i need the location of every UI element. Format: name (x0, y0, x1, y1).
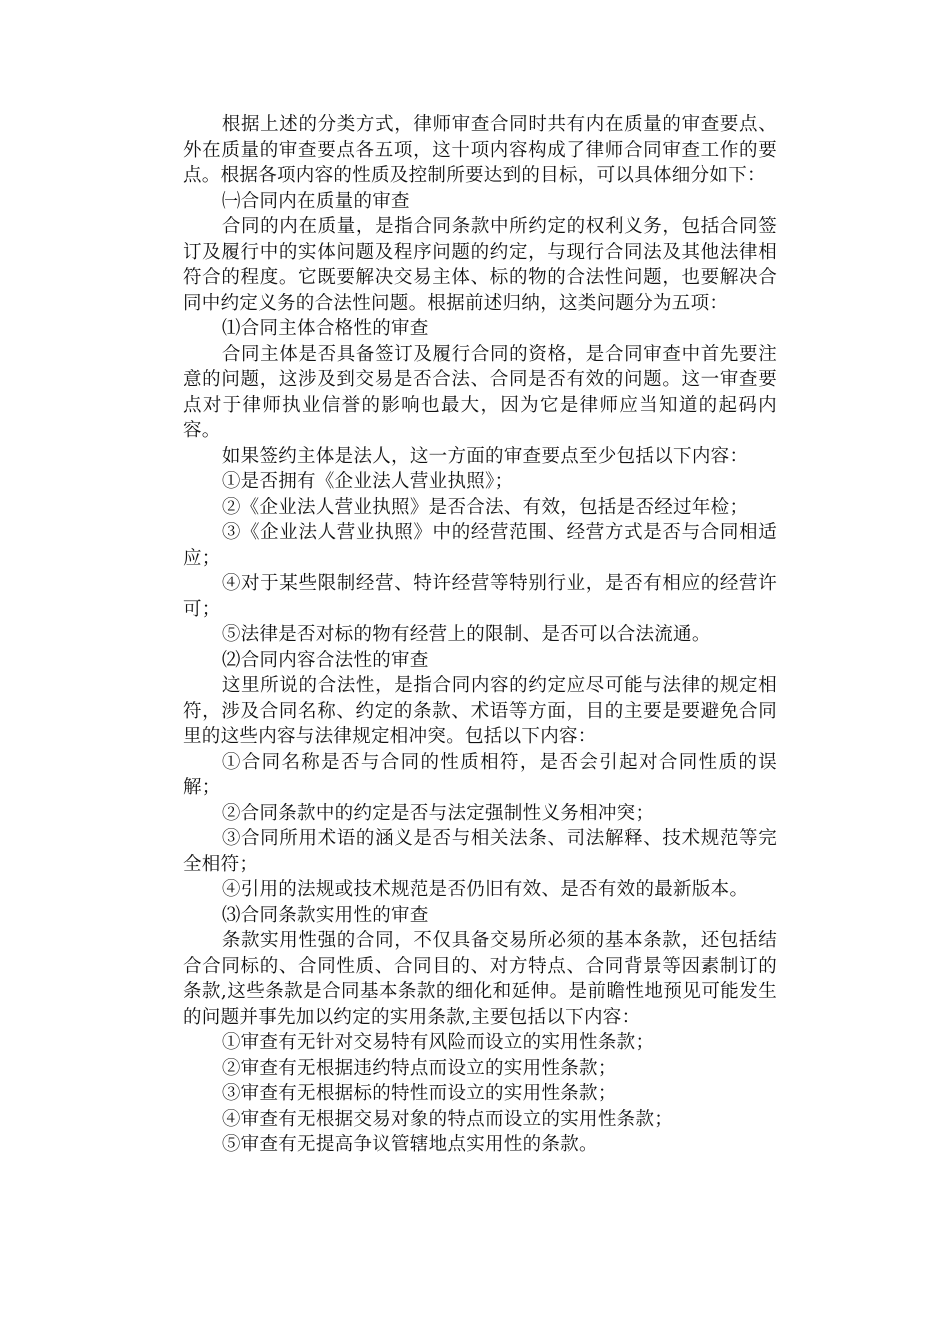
subheading-subject-qualification: ⑴合同主体合格性的审查 (221, 318, 429, 339)
list-item: ②审查有无根据违约特点而设立的实用性条款； (221, 1057, 617, 1079)
list-item: ④审查有无根据交易对象的特点而设立的实用性条款； (221, 1108, 674, 1130)
list-item: ④对于某些限制经营、特许经营等特别行业，是否有相应的经营许可； (183, 573, 777, 620)
paragraph-legal-person: 如果签约主体是法人，这一方面的审查要点至少包括以下内容： (221, 445, 749, 467)
list-item: ⑤审查有无提高争议管辖地点实用性的条款。 (221, 1134, 598, 1155)
list-item: ①审查有无针对交易特有风险而设立的实用性条款； (221, 1032, 655, 1053)
paragraph-internal-quality: 合同的内在质量，是指合同条款中所约定的权利义务，包括合同签订及履行中的实体问题及程序问题的约定，与现行合同法及其他法律相符合的程度。它既要解决交易主体、标的物的合法性问题，也要解决合同中约定义务的合法性问题。根据前述归纳，这类问题分为五项： (183, 216, 777, 314)
list-item: ⑤法律是否对标的物有经营上的限制、是否可以合法流通。 (221, 624, 711, 645)
list-item: ③《企业法人营业执照》中的经营范围、经营方式是否与合同相适应； (183, 522, 777, 569)
document-body (183, 112, 777, 1158)
paragraph-subject-qualification: 合同主体是否具备签订及履行合同的资格，是合同审查中首先要注意的问题，这涉及到交易是否合法、合同是否有效的问题。这一审查要点对于律师执业信誉的影响也最大，因为它是律师应当知道的起码内容。 (183, 343, 777, 441)
list-item: ③审查有无根据标的特性而设立的实用性条款； (221, 1083, 617, 1104)
list-item: ①合同名称是否与合同的性质相符，是否会引起对合同性质的误解； (183, 751, 777, 798)
section-heading-internal-quality: ㈠合同内在质量的审查 (221, 190, 410, 212)
paragraph-clause-practicality: 条款实用性强的合同，不仅具备交易所必须的基本条款，还包括结合合同标的、合同性质、合同目的、对方特点、合同背景等因素制订的条款,这些条款是合同基本条款的细化和延伸。是前瞻性地预见可能发生的问题并事先加以约定的实用条款,主要包括以下内容： (183, 930, 777, 1028)
subheading-clause-practicality: ⑶合同条款实用性的审查 (221, 904, 429, 926)
subheading-content-legality: ⑵合同内容合法性的审查 (221, 649, 429, 671)
list-item: ④引用的法规或技术规范是否仍旧有效、是否有效的最新版本。 (221, 879, 749, 900)
list-item: ③合同所用术语的涵义是否与相关法条、司法解释、技术规范等完全相符； (183, 828, 777, 875)
paragraph-intro: 根据上述的分类方式，律师审查合同时共有内在质量的审查要点、外在质量的审查要点各五项，这十项内容构成了律师合同审查工作的要点。根据各项内容的性质及控制所要达到的目标，可以具体细分如下： (183, 114, 777, 186)
list-item: ②合同条款中的约定是否与法定强制性义务相冲突； (221, 802, 655, 824)
paragraph-content-legality: 这里所说的合法性，是指合同内容的约定应尽可能与法律的规定相符，涉及合同名称、约定的条款、术语等方面，目的主要是要避免合同里的这些内容与法律规定相冲突。包括以下内容： (183, 675, 777, 747)
list-item: ②《企业法人营业执照》是否合法、有效，包括是否经过年检； (221, 496, 749, 518)
list-item: ①是否拥有《企业法人营业执照》； (221, 471, 514, 492)
